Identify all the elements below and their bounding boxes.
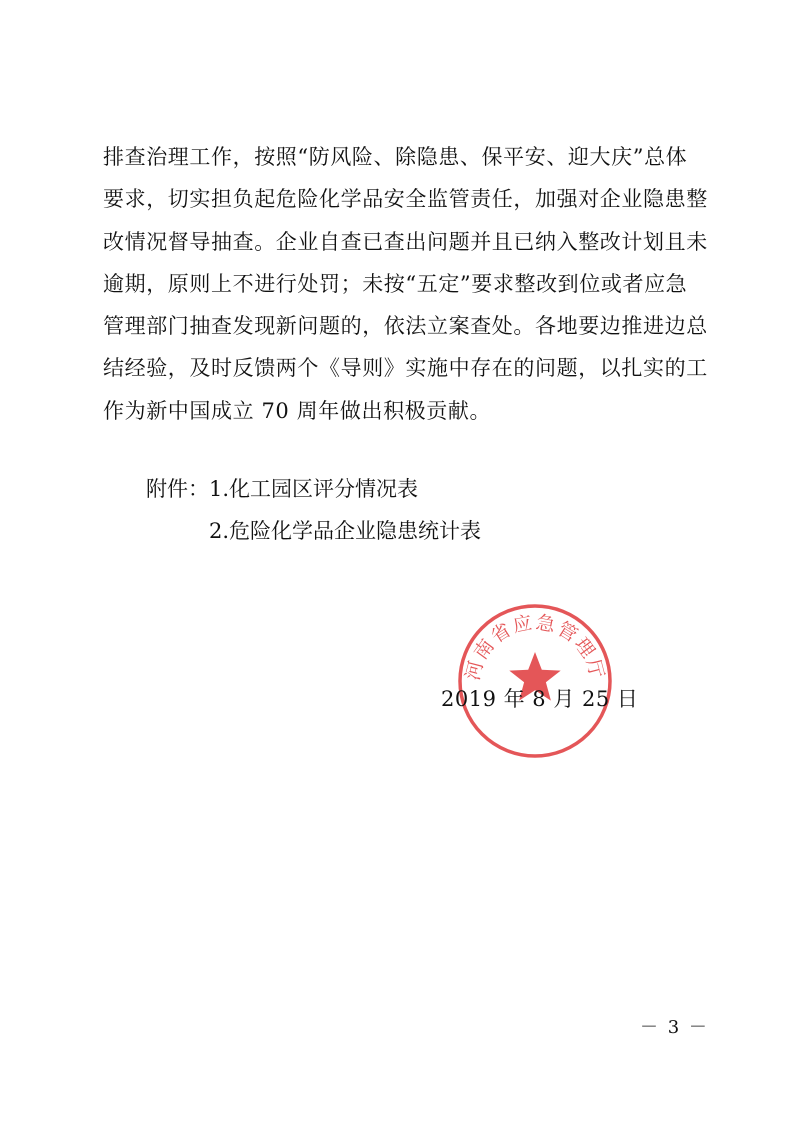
document-date: 2019 年 8 月 25 日 — [441, 687, 639, 711]
body-line-3: 改情况督导抽查。企业自查已查出问题并且已纳入整改计划且未 — [103, 229, 708, 254]
body-paragraph — [103, 136, 708, 432]
page-number: － 3 － — [640, 1017, 709, 1038]
body-line-6: 结经验，及时反馈两个《导则》实施中存在的问题，以扎实的工 — [103, 356, 708, 381]
seal-text: 河南省应急管理厅 — [461, 611, 609, 683]
body-line-7: 作为新中国成立 70 周年做出积极贡献。 — [103, 398, 492, 423]
body-line-4: 逾期，原则上不进行处罚；未按“五定”要求整改到位或者应急 — [103, 271, 688, 296]
official-seal-icon — [456, 602, 614, 760]
body-line-5: 管理部门抽查发现新问题的，依法立案查处。各地要边推进边总 — [103, 314, 708, 339]
attachment-item-2: 2.危险化学品企业隐患统计表 — [209, 519, 482, 543]
attachment-item-1: 附件：1.化工园区评分情况表 — [146, 477, 419, 501]
body-line-1: 排查治理工作，按照“防风险、除隐患、保平安、迎大庆”总体 — [103, 145, 688, 169]
body-line-2: 要求，切实担负起危险化学品安全监管责任，加强对企业隐患整 — [103, 187, 708, 212]
